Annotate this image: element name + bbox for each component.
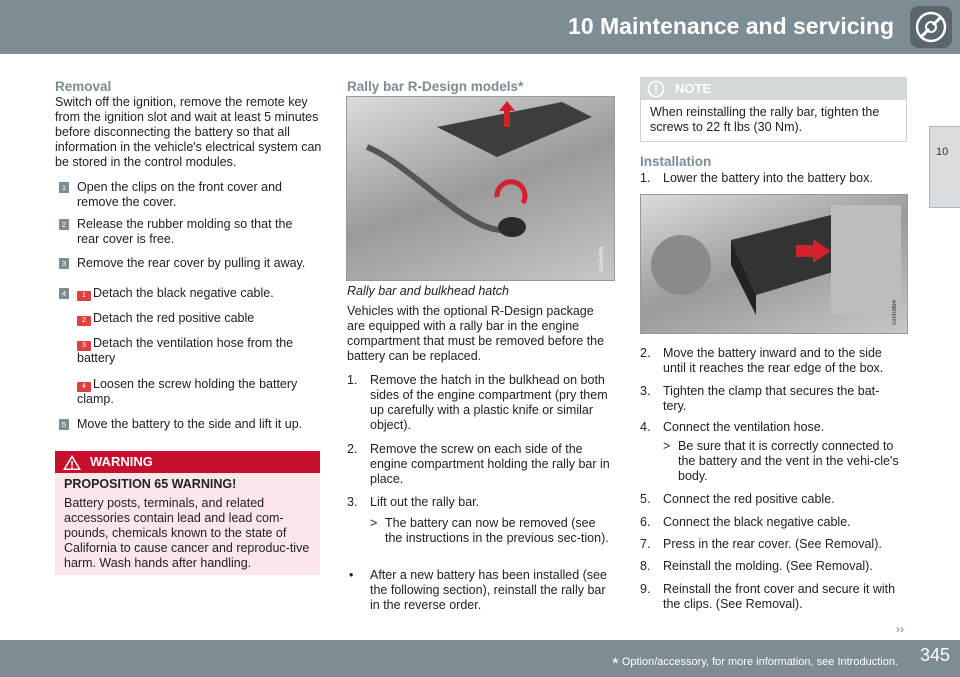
step-text: Remove the screw on each side of the engine compartment holding the rally bar in place. — [370, 442, 610, 486]
step-text: Lift out the rally bar. — [370, 495, 480, 509]
wrench-gear-icon — [910, 6, 952, 48]
rally-step-3-result — [370, 516, 610, 545]
asterisk-marker: * — [612, 654, 619, 673]
installation-title: Installation — [640, 154, 712, 169]
page-footer — [0, 640, 960, 677]
step-text: Lower the battery into the battery box. — [663, 171, 873, 185]
step-text: Connect the red positive cable. — [663, 492, 835, 506]
step-number: 5. — [640, 492, 651, 506]
image-code: G040864 — [892, 300, 898, 325]
warning-heading: PROPOSITION 65 WARNING! — [64, 477, 237, 491]
step-number: 5 — [59, 419, 69, 430]
installation-step-3 — [640, 384, 905, 413]
result-text: The battery can now be removed (see the instructions in the previous sec-tion). — [385, 516, 609, 545]
chapter-side-tab[interactable] — [929, 126, 960, 208]
step-text: Tighten the clamp that secures the bat-tery. — [663, 384, 880, 413]
warning-body: Battery posts, terminals, and related accessories contain lead and lead com-pounds, chemicals known to the state of California to cause cancer and reproduc-tive harm. Wash hands after handling. — [64, 496, 310, 570]
installation-step-9 — [640, 582, 905, 611]
info-icon — [647, 80, 665, 98]
step-number: 8. — [640, 559, 651, 573]
callout-number: 2 — [77, 316, 91, 326]
rally-title: Rally bar R-Design models* — [347, 79, 524, 94]
removal-substep-3 — [77, 336, 312, 366]
removal-step-1 — [59, 180, 321, 209]
note-box — [640, 77, 907, 142]
warning-header — [55, 451, 320, 473]
note-title: NOTE — [675, 81, 712, 96]
substep-text: Detach the black negative cable. — [93, 286, 274, 300]
removal-step-3 — [59, 256, 321, 271]
warning-box — [55, 451, 320, 575]
removal-title: Removal — [55, 79, 112, 94]
step-number: 1. — [347, 373, 358, 387]
chapter-side-tab-label: 10 — [936, 146, 949, 158]
warning-title: WARNING — [90, 454, 153, 469]
step-text: Remove the hatch in the bulkhead on both sides of the engine compartment (pry them up carefully with a plastic knife or similar object). — [370, 373, 608, 432]
result-marker: > — [370, 516, 378, 530]
installation-step-2 — [640, 346, 905, 375]
warning-icon — [62, 454, 82, 471]
step-number: 9. — [640, 582, 651, 596]
result-marker: > — [663, 439, 671, 453]
rally-step-3 — [347, 495, 612, 510]
battery-install-image — [640, 194, 908, 334]
rally-bullet — [349, 568, 612, 612]
rally-step-2 — [347, 442, 612, 486]
footer-note-text: Option/accessory, for more information, see Introduction. — [621, 656, 898, 668]
installation-step-8 — [640, 559, 905, 574]
step-text: Move the battery to the side and lift it up. — [77, 417, 303, 431]
step-number: 1. — [640, 171, 651, 185]
continue-arrows-icon[interactable]: ›› — [896, 622, 904, 636]
step-number: 1 — [59, 182, 69, 193]
step-number: 6. — [640, 515, 651, 529]
image-code: G045405 — [599, 247, 605, 272]
substep-text: Detach the ventilation hose from the battery — [77, 336, 294, 365]
installation-step-4 — [640, 420, 905, 435]
step-number: 7. — [640, 537, 651, 551]
bullet-text: After a new battery has been installed (see the following section), reinstall the rally bar in the reverse order. — [370, 568, 607, 612]
step-number: 2 — [59, 219, 69, 230]
step-text: Reinstall the molding. (See Removal). — [663, 559, 873, 573]
step-text: Press in the rear cover. (See Removal). — [663, 537, 882, 551]
substep-text: Detach the red positive cable — [93, 311, 255, 325]
step-text: Connect the black negative cable. — [663, 515, 851, 529]
callout-number: 4 — [77, 382, 91, 392]
removal-substep-1 — [77, 286, 322, 301]
step-number: 2. — [347, 442, 358, 456]
note-body: When reinstalling the rally bar, tighten the screws to 22 ft lbs (30 Nm). — [650, 105, 880, 134]
step-text: Connect the ventilation hose. — [663, 420, 825, 434]
removal-substep-2 — [77, 311, 322, 326]
step-number: 4. — [640, 420, 651, 434]
callout-number: 1 — [77, 291, 91, 301]
step-number: 3 — [59, 258, 69, 269]
installation-step-5 — [640, 492, 905, 507]
removal-intro: Switch off the ignition, remove the remote key from the ignition slot and wait at least 5 minutes before disconnecting the battery so that all information in the vehicle's electrical system can be stored in the control modules. — [55, 95, 322, 169]
step-text: Move the battery inward and to the side until it reaches the rear edge of the box. — [663, 346, 884, 375]
footer-option-note — [612, 655, 898, 671]
step-text: Remove the rear cover by pulling it away. — [77, 256, 306, 270]
step-number: 3. — [347, 495, 358, 509]
installation-step-7 — [640, 537, 905, 552]
rally-image-caption: Rally bar and bulkhead hatch — [347, 284, 509, 298]
removal-step-5 — [59, 417, 321, 432]
callout-number: 3 — [77, 341, 91, 351]
step-number: 3. — [640, 384, 651, 398]
note-header — [641, 78, 906, 100]
page-number: 345 — [919, 645, 950, 665]
step-number: 4 — [59, 288, 69, 299]
page-header — [0, 0, 960, 54]
step-text: Reinstall the front cover and secure it with the clips. (See Removal). — [663, 582, 896, 611]
removal-step-2 — [59, 217, 321, 246]
result-text: Be sure that it is correctly connected to the battery and the vent in the vehi-cle's body. — [678, 439, 899, 483]
chapter-title: 10 Maintenance and servicing — [568, 13, 894, 39]
bullet-marker: • — [349, 568, 354, 582]
step-text: Release the rubber molding so that the rear cover is free. — [77, 217, 293, 246]
installation-step-6 — [640, 515, 905, 530]
step-text: Open the clips on the front cover and remove the cover. — [77, 180, 282, 209]
rally-step-1 — [347, 373, 612, 432]
rally-intro: Vehicles with the optional R-Design package are equipped with a rally bar in the engine compartment that must be removed before the battery can be replaced. — [347, 304, 605, 363]
rally-bar-image — [346, 96, 615, 281]
installation-step-1 — [640, 171, 905, 186]
step-number: 2. — [640, 346, 651, 360]
substep-text: Loosen the screw holding the battery clamp. — [77, 377, 298, 406]
installation-step-4-result — [663, 439, 905, 483]
removal-substep-4 — [77, 377, 317, 407]
removal-step-4 — [59, 286, 321, 406]
